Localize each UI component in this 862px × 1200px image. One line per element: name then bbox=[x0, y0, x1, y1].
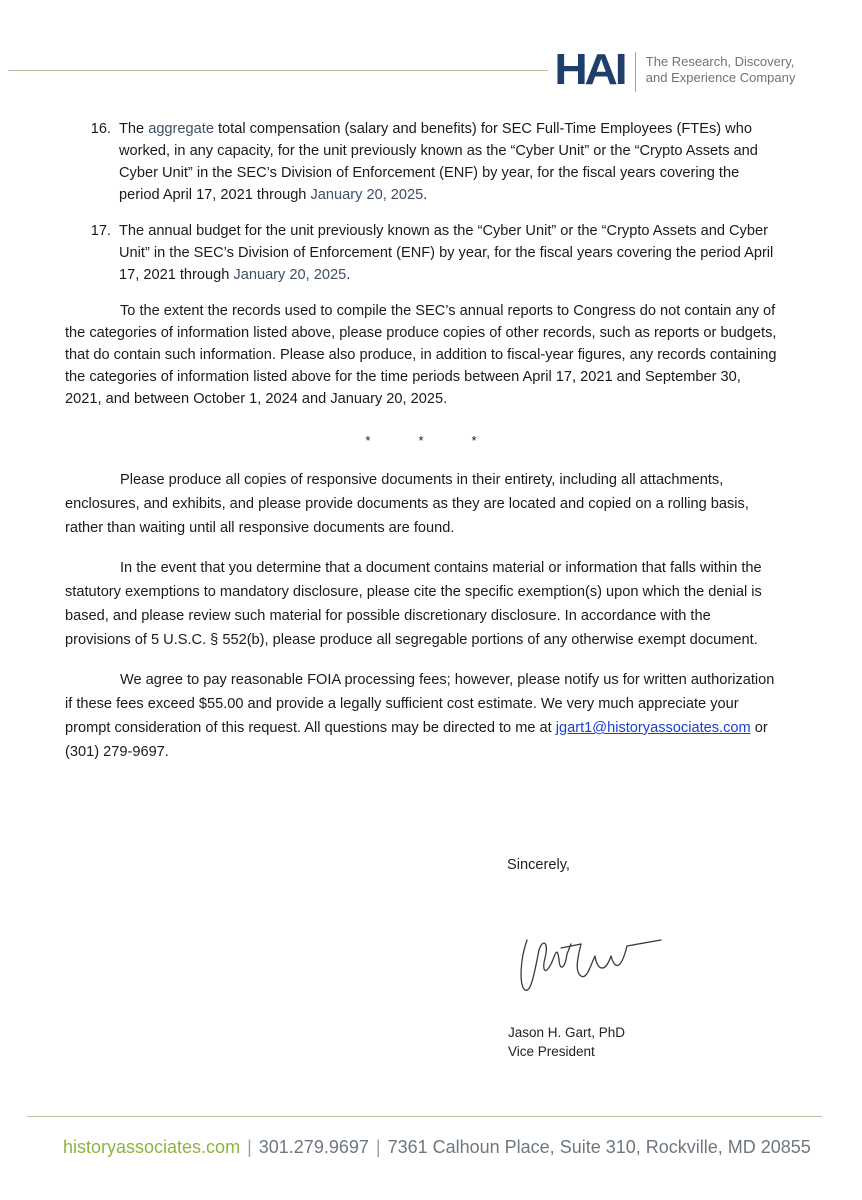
item-text: The aggregate total compensation (salary and benefits) for SEC Full-Time Employees (FTEs) who worked, in any capacity, for the unit previously known as the “Cyber Unit” or the “Crypto Assets and Cyber Unit” in the SEC’s Division of Enforcement (ENF) by year, for the fiscal years covering the period April 17, 2021 through January 20, 2025. bbox=[119, 121, 758, 203]
star-2: * bbox=[418, 433, 424, 448]
footer-website[interactable]: historyassociates.com bbox=[63, 1137, 241, 1157]
section-break bbox=[65, 430, 777, 452]
item-text: The annual budget for the unit previously known as the “Cyber Unit” or the “Crypto Assets and Cyber Unit” in the SEC’s Division of Enforcement (ENF) by year, for the fiscal years covering the period April 17, 2021 through January 20, 2025. bbox=[119, 223, 774, 283]
tagline-line-1: The Research, Discovery, bbox=[645, 54, 795, 69]
logo-mark: HAI bbox=[554, 45, 625, 94]
footer-address: 7361 Calhoun Place, Suite 310, Rockville, MD 20855 bbox=[387, 1137, 811, 1157]
footer-separator-2: | bbox=[375, 1137, 381, 1157]
signer-block bbox=[508, 1023, 625, 1061]
tagline-line-2: and Experience Company bbox=[645, 70, 796, 85]
header-rule bbox=[8, 70, 548, 71]
request-item-16 bbox=[65, 118, 777, 206]
signer-title: Vice President bbox=[508, 1044, 595, 1059]
footer-phone: 301.279.9697 bbox=[258, 1137, 369, 1157]
request-item-17 bbox=[65, 220, 777, 286]
paragraph-extent: To the extent the records used to compile the SEC’s annual reports to Congress do not contain any of the categories of information listed above, please produce copies of other records, such as reports or budgets, that do contain such information. Please also produce, in addition to fiscal-year figures, any records containing the categories of information listed above for the time periods between April 17, 2021 and September 30, 2021, and between October 1, 2024 and January 20, 2025. bbox=[65, 303, 777, 407]
email-link[interactable]: jgart1@historyassociates.com bbox=[555, 720, 751, 736]
footer-separator-1: | bbox=[247, 1137, 252, 1157]
company-logo bbox=[554, 45, 796, 94]
letter-body bbox=[65, 118, 777, 780]
footer bbox=[63, 1137, 811, 1158]
paragraph-fees: We agree to pay reasonable FOIA processing fees; however, please notify us for written authorization if these fees exceed $55.00 and provide a legally sufficient cost estimate. We very much appreciate your prompt consideration of this request. All questions may be directed to me at jgart1@historyassociates.com or (301) 279-9697. bbox=[65, 672, 775, 760]
star-3: * bbox=[471, 433, 477, 448]
signer-name: Jason H. Gart, PhD bbox=[508, 1025, 626, 1040]
logo-tagline bbox=[646, 54, 796, 86]
closing: Sincerely, bbox=[507, 857, 570, 873]
footer-rule bbox=[27, 1116, 822, 1117]
item-number: 17. bbox=[90, 223, 111, 239]
paragraph-exemptions: In the event that you determine that a document contains material or information that falls within the statutory exemptions to mandatory disclosure, please cite the specific exemption(s) upon which the denial is based, and please review such material for possible discretionary disclosure. In accordance with the provisions of 5 U.S.C. § 552(b), please produce all segregable portions of any otherwise exempt document. bbox=[65, 560, 762, 648]
paragraph-copies: Please produce all copies of responsive documents in their entirety, including all attachments, enclosures, and exhibits, and please provide documents as they are located and copied on a rolling basis, rather than waiting until all responsive documents are found. bbox=[65, 472, 749, 536]
signature bbox=[515, 930, 665, 1015]
star-1: * bbox=[365, 433, 371, 448]
logo-divider bbox=[635, 52, 636, 92]
item-number: 16. bbox=[90, 121, 111, 137]
